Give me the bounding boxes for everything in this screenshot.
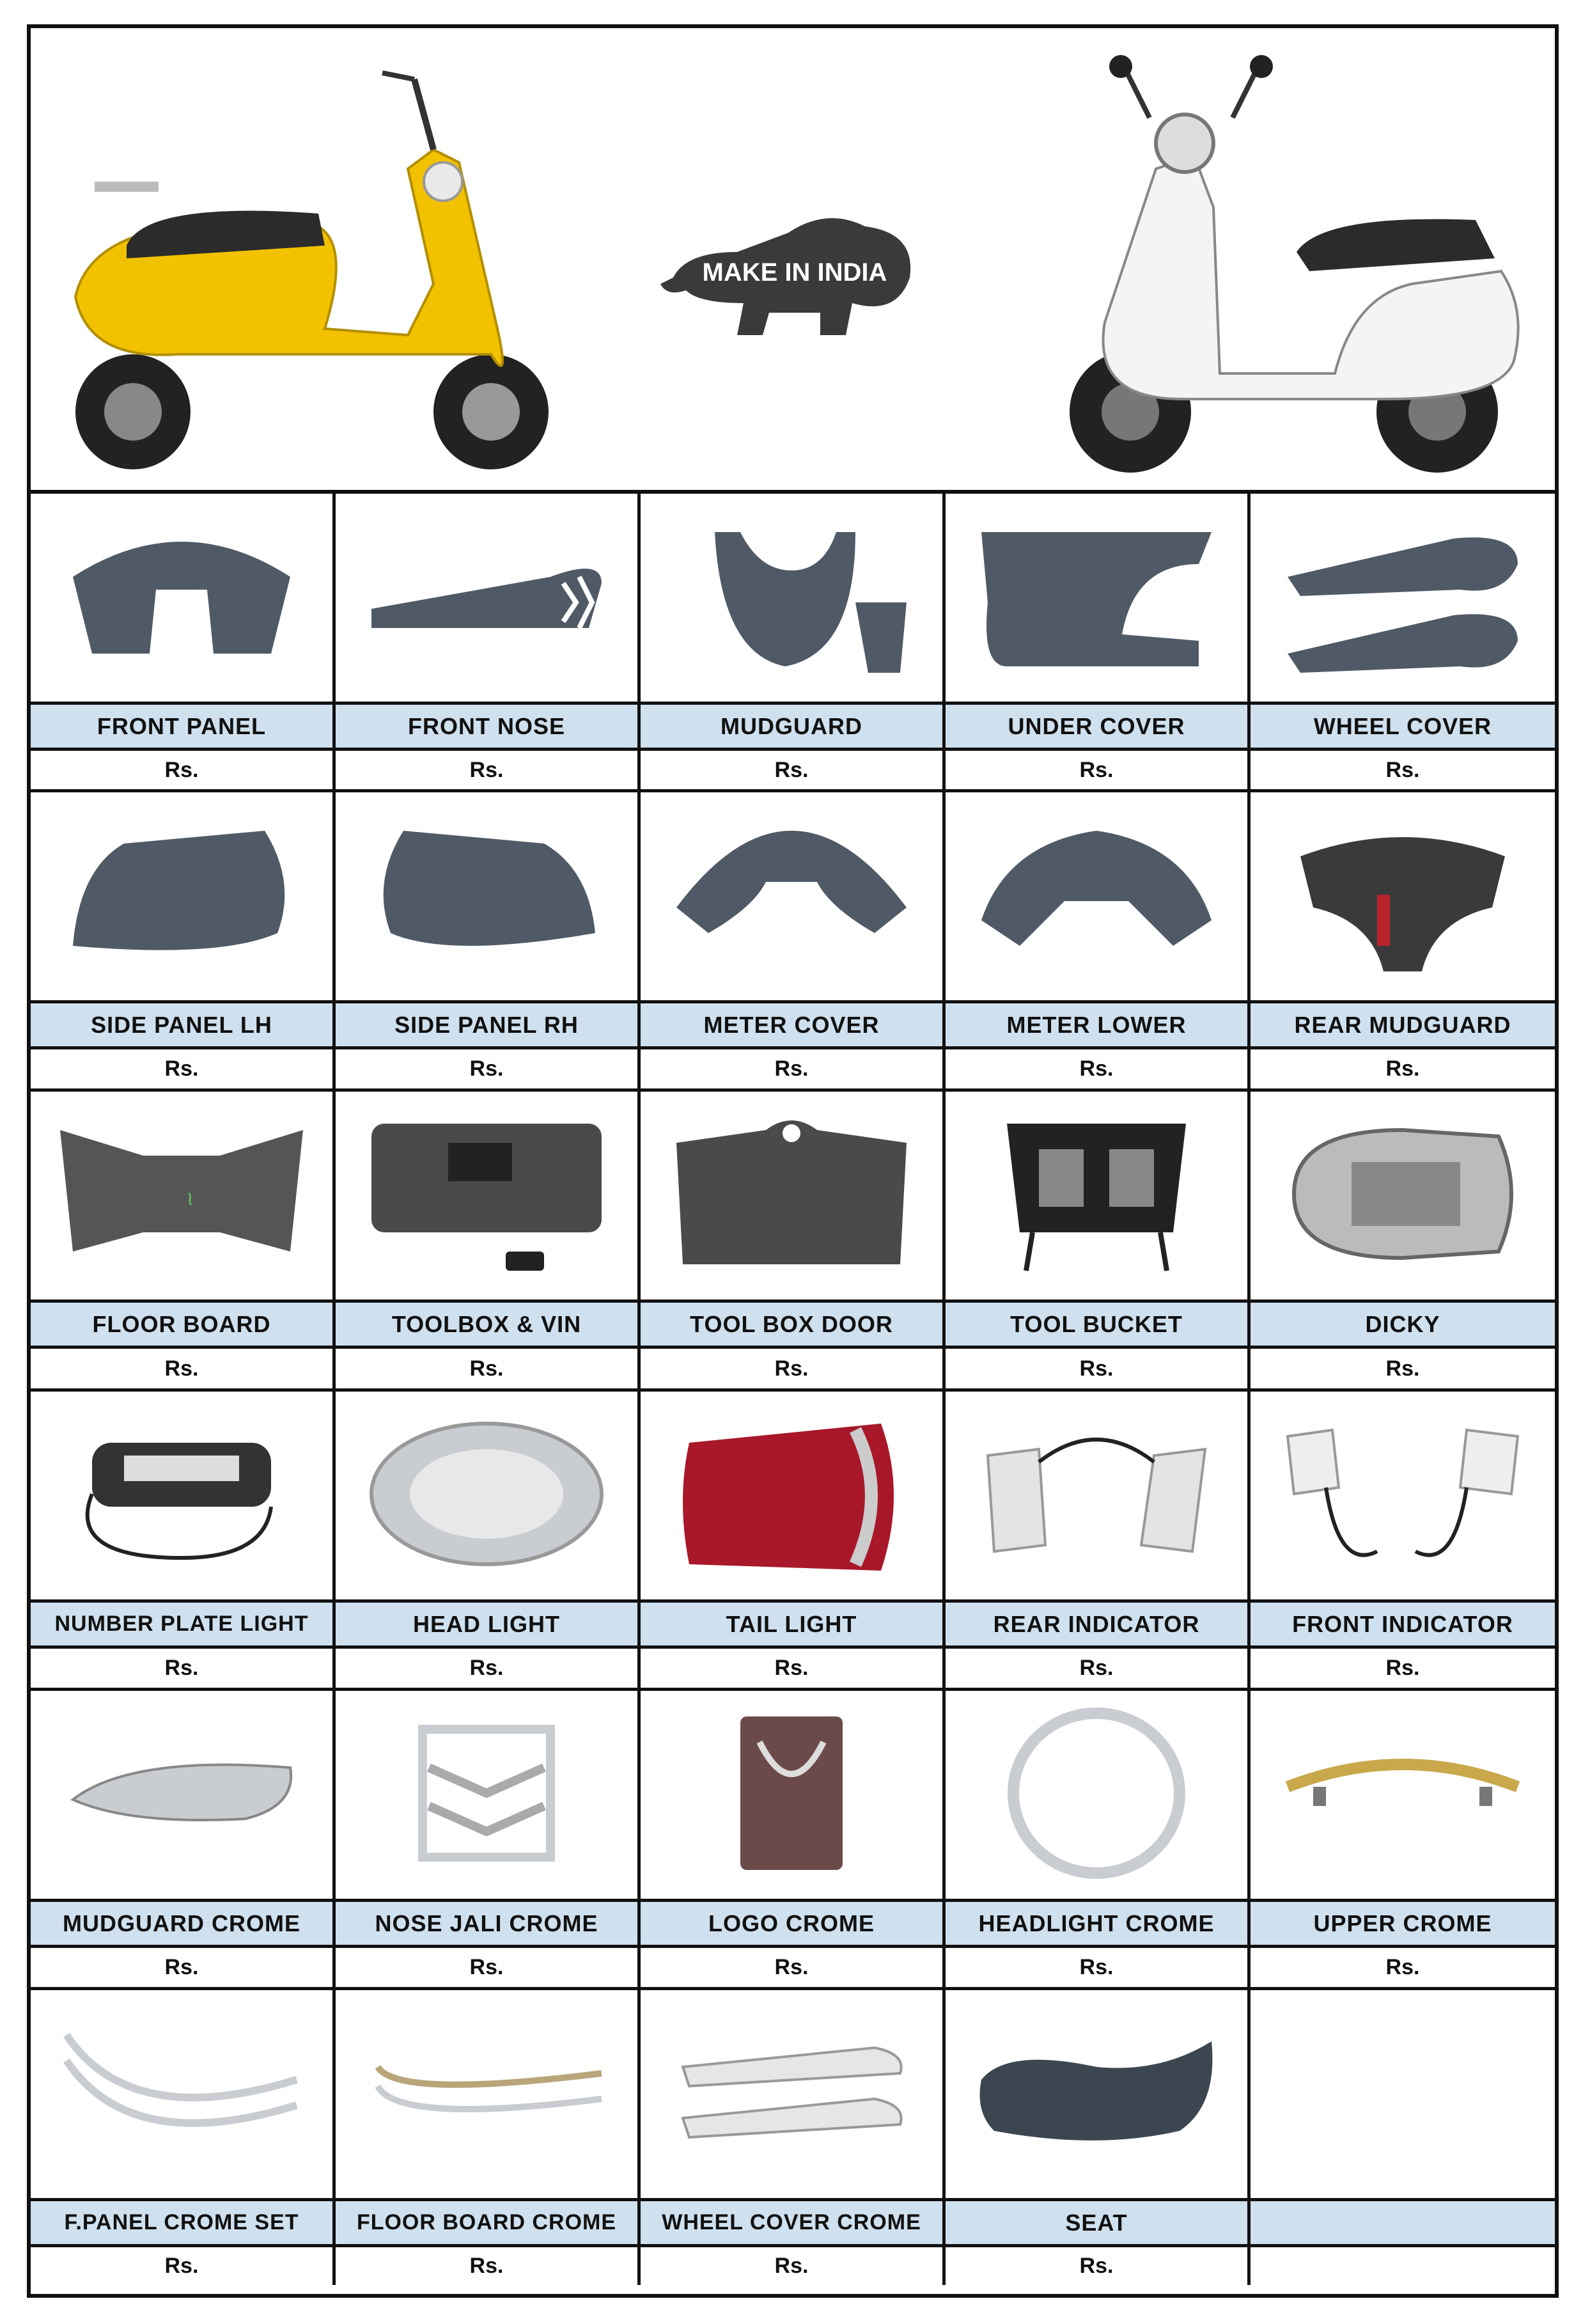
front-indicator-photo <box>1251 1392 1555 1603</box>
part-name: REAR MUDGUARD <box>1251 1003 1555 1049</box>
part-price: Rs. <box>946 1948 1247 1990</box>
part-name: NOSE JALI CROME <box>336 1902 637 1948</box>
part-price: Rs. <box>31 1349 332 1392</box>
part-card <box>641 792 946 1092</box>
part-name: TOOL BOX DOOR <box>641 1303 942 1349</box>
part-card <box>641 1691 946 1990</box>
part-name: HEAD LIGHT <box>336 1603 637 1649</box>
floor-board-icon <box>54 1104 309 1287</box>
floor-board-crome-photo <box>336 1990 637 2201</box>
part-name: TOOLBOX & VIN <box>336 1303 637 1349</box>
part-price <box>1251 2247 1555 2285</box>
part-card <box>1251 1990 1555 2285</box>
seat-icon <box>969 2003 1224 2185</box>
svg-text:~: ~ <box>175 1189 205 1209</box>
tool-bucket-photo <box>946 1092 1247 1303</box>
panel-crome-set-photo <box>31 1990 332 2201</box>
part-price: Rs. <box>336 1049 637 1092</box>
under-cover-photo <box>946 494 1247 705</box>
part-card <box>1251 1092 1555 1392</box>
part-card <box>31 1691 336 1990</box>
part-name: FLOOR BOARD <box>31 1303 332 1349</box>
part-card <box>1251 1392 1555 1691</box>
front-nose-photo <box>336 494 637 705</box>
part-name: SIDE PANEL RH <box>336 1003 637 1049</box>
part-card <box>31 1392 336 1691</box>
part-name: TAIL LIGHT <box>641 1603 942 1649</box>
parts-row <box>31 1392 1555 1691</box>
parts-row <box>31 1691 1555 1990</box>
part-name: FRONT PANEL <box>31 705 332 751</box>
part-name: F.PANEL CROME SET <box>31 2201 332 2247</box>
rear-indicator-icon <box>969 1404 1224 1587</box>
parts-row <box>31 1990 1555 2285</box>
part-price: Rs. <box>946 751 1247 792</box>
part-name: FLOOR BOARD CROME <box>336 2201 637 2247</box>
headlight-crome-icon <box>969 1704 1224 1886</box>
part-name: UPPER CROME <box>1251 1902 1555 1948</box>
side-panel-lh-photo <box>31 792 332 1003</box>
upper-crome-photo <box>1251 1691 1555 1902</box>
part-card <box>641 1092 946 1392</box>
under-cover-icon <box>969 506 1224 689</box>
part-price: Rs. <box>31 1649 332 1691</box>
number-plate-light-icon <box>54 1404 309 1587</box>
part-price: Rs. <box>1079 2254 1114 2278</box>
part-price: Rs. <box>336 1649 637 1691</box>
upper-crome-icon <box>1275 1704 1531 1886</box>
part-card <box>946 494 1251 792</box>
part-price: Rs. <box>31 1948 332 1990</box>
side-panel-rh-icon <box>359 805 614 987</box>
part-name: TOOL BUCKET <box>946 1303 1247 1349</box>
part-card <box>641 494 946 792</box>
part-price: Rs. <box>641 751 942 792</box>
meter-cover-photo <box>641 792 942 1003</box>
panel-crome-set-icon <box>54 2003 309 2185</box>
parts-row <box>31 792 1555 1092</box>
tail-light-icon <box>664 1404 919 1587</box>
rear-mudguard-icon <box>1275 805 1531 987</box>
part-name: SEAT <box>946 2201 1247 2247</box>
mudguard-crome-photo <box>31 1691 332 1902</box>
yellow-scooter-image <box>50 54 600 476</box>
part-price: Rs. <box>641 1948 942 1990</box>
front-panel-icon <box>54 506 309 689</box>
nose-jali-crome-icon <box>359 1704 614 1886</box>
toolbox-icon <box>359 1104 614 1287</box>
part-price: Rs. <box>946 1649 1247 1691</box>
wheel-cover-icon <box>1275 506 1531 689</box>
headlight-crome-photo <box>946 1691 1247 1902</box>
part-name: WHEEL COVER <box>1251 705 1555 751</box>
side-panel-lh-icon <box>54 805 309 987</box>
part-price: Rs. <box>641 1049 942 1092</box>
empty-photo <box>1251 1990 1555 2201</box>
part-price: Rs. <box>641 1349 942 1392</box>
part-name: FRONT NOSE <box>336 705 637 751</box>
part-card <box>31 1092 336 1392</box>
number-plate-light-photo <box>31 1392 332 1603</box>
part-name: NUMBER PLATE LIGHT <box>31 1603 332 1649</box>
part-card <box>31 1990 336 2285</box>
part-price: Rs. <box>641 1649 942 1691</box>
part-name: METER LOWER <box>946 1003 1247 1049</box>
part-price: Rs. <box>1251 1948 1555 1990</box>
rear-indicator-photo <box>946 1392 1247 1603</box>
rear-mudguard-photo <box>1251 792 1555 1003</box>
parts-row <box>31 1092 1555 1392</box>
part-card <box>31 494 336 792</box>
front-indicator-icon <box>1275 1404 1531 1587</box>
part-price: Rs. <box>946 1349 1247 1392</box>
part-card <box>946 792 1251 1092</box>
part-card <box>31 792 336 1092</box>
part-card <box>946 1691 1251 1990</box>
part-card <box>1251 494 1555 792</box>
part-name: DICKY <box>1251 1303 1555 1349</box>
part-price: Rs. <box>31 1049 332 1092</box>
floor-board-photo <box>31 1092 332 1303</box>
mudguard-crome-icon <box>54 1704 309 1886</box>
tool-box-door-photo <box>641 1092 942 1303</box>
part-name: LOGO CROME <box>641 1902 942 1948</box>
part-price: Rs. <box>1251 751 1555 792</box>
part-price: Rs. <box>164 2254 199 2278</box>
toolbox-photo <box>336 1092 637 1303</box>
hero-banner <box>31 28 1555 494</box>
tool-bucket-icon <box>969 1104 1224 1287</box>
wheel-cover-crome-icon <box>664 2003 919 2185</box>
meter-cover-icon <box>664 805 919 987</box>
part-price: Rs. <box>31 751 332 792</box>
part-name: UNDER COVER <box>946 705 1247 751</box>
part-name: SIDE PANEL LH <box>31 1003 332 1049</box>
part-card <box>336 1392 641 1691</box>
part-name: REAR INDICATOR <box>946 1603 1247 1649</box>
part-name: WHEEL COVER CROME <box>641 2201 942 2247</box>
mudguard-icon <box>664 506 919 689</box>
part-name <box>1251 2201 1555 2247</box>
front-panel-photo <box>31 494 332 705</box>
parts-row <box>31 494 1555 792</box>
part-price: Rs. <box>1251 1349 1555 1392</box>
part-price: Rs. <box>336 751 637 792</box>
dicky-icon <box>1275 1104 1531 1287</box>
part-card <box>641 1392 946 1691</box>
part-price: Rs. <box>1251 1649 1555 1691</box>
part-name: FRONT INDICATOR <box>1251 1603 1555 1649</box>
part-price: Rs. <box>336 1948 637 1990</box>
meter-lower-icon <box>969 805 1224 987</box>
part-name: METER COVER <box>641 1003 942 1049</box>
part-price: Rs. <box>469 2254 504 2278</box>
part-card <box>946 1092 1251 1392</box>
part-price: Rs. <box>774 2254 809 2278</box>
part-card <box>336 1691 641 1990</box>
tool-box-door-icon <box>664 1104 919 1287</box>
emblem-text: MAKE IN INDIA <box>702 258 887 287</box>
part-name: HEADLIGHT CROME <box>946 1902 1247 1948</box>
make-in-india-emblem <box>660 207 929 335</box>
part-card <box>1251 1691 1555 1990</box>
part-card <box>946 1990 1251 2285</box>
floor-board-crome-icon <box>359 2003 614 2185</box>
mudguard-photo <box>641 494 942 705</box>
logo-crome-icon <box>664 1704 919 1886</box>
part-price: Rs. <box>1251 1049 1555 1092</box>
part-card <box>336 792 641 1092</box>
wheel-cover-crome-photo <box>641 1990 942 2201</box>
part-name: MUDGUARD CROME <box>31 1902 332 1948</box>
nose-jali-crome-photo <box>336 1691 637 1902</box>
wheel-cover-photo <box>1251 494 1555 705</box>
part-card <box>336 1990 641 2285</box>
head-light-icon <box>359 1404 614 1587</box>
logo-crome-photo <box>641 1691 942 1902</box>
part-price: Rs. <box>946 1049 1247 1092</box>
head-light-photo <box>336 1392 637 1603</box>
part-card <box>336 1092 641 1392</box>
part-name: MUDGUARD <box>641 705 942 751</box>
side-panel-rh-photo <box>336 792 637 1003</box>
part-card <box>1251 792 1555 1092</box>
part-card <box>946 1392 1251 1691</box>
part-card <box>336 494 641 792</box>
dicky-photo <box>1251 1092 1555 1303</box>
part-price: Rs. <box>336 1349 637 1392</box>
part-card <box>641 1990 946 2285</box>
meter-lower-photo <box>946 792 1247 1003</box>
tail-light-photo <box>641 1392 942 1603</box>
parts-catalog-sheet <box>27 24 1559 2298</box>
white-scooter-image <box>1054 41 1539 489</box>
seat-photo <box>946 1990 1247 2201</box>
front-nose-icon <box>359 506 614 689</box>
